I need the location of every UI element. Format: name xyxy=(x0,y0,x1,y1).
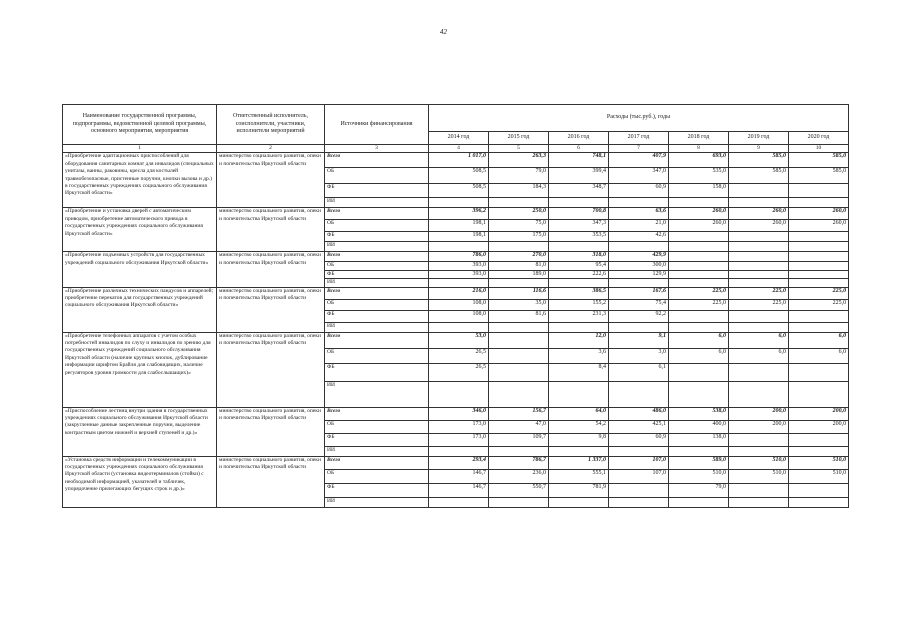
expense-value xyxy=(729,279,789,287)
expense-value: 116,6 xyxy=(489,287,549,299)
page-number: 42 xyxy=(440,28,447,36)
expense-value xyxy=(789,446,849,456)
expense-value: 236,0 xyxy=(489,469,549,483)
expense-value: 748,1 xyxy=(549,153,609,168)
responsible-executor: министерство социального развития, опеки и попечительства Иркутской области xyxy=(217,252,325,287)
activity-name: «Установка средств информации и телекоммуникации в государственных учреждениях социального обслуживания Иркутской области (установка видеотерминалов (стойки) с необходимой информацией, указателей и табличек, упорядочение прилегающих бегущих строк и др.)» xyxy=(63,456,217,507)
funding-source: ФБ xyxy=(325,310,429,322)
expense-value: 64,0 xyxy=(549,407,609,420)
expense-value xyxy=(729,198,789,208)
expense-value: 225,0 xyxy=(669,299,729,310)
expense-value: 510,0 xyxy=(669,469,729,483)
expense-value: 260,0 xyxy=(729,220,789,232)
responsible-executor: министерство социального развития, опеки и попечительства Иркутской области xyxy=(217,208,325,252)
expense-value xyxy=(669,322,729,332)
expense-value xyxy=(729,262,789,270)
funding-source: ОБ xyxy=(325,420,429,433)
column-number: 9 xyxy=(729,145,789,153)
expense-value xyxy=(789,232,849,242)
expense-value xyxy=(489,242,549,252)
expense-value: 347,3 xyxy=(549,220,609,232)
expense-value: 589,0 xyxy=(669,456,729,469)
expense-value: 200,0 xyxy=(729,420,789,433)
responsible-executor: министерство социального развития, опеки и попечительства Иркутской области xyxy=(217,456,325,507)
expense-value xyxy=(789,310,849,322)
expense-value: 81,0 xyxy=(489,262,549,270)
funding-source: ФБ xyxy=(325,270,429,278)
table-row xyxy=(63,407,849,420)
funding-source: ОБ xyxy=(325,220,429,232)
activity-name: «Приобретение и установка дверей с автоматическим приводом, приобретение автоматического привода в государственных учреждениях социального обслуживания Иркутской области» xyxy=(63,208,217,252)
expense-value: 8,4 xyxy=(549,363,609,381)
expense-value xyxy=(429,242,489,252)
expense-value xyxy=(669,279,729,287)
responsible-executor: министерство социального развития, опеки и попечительства Иркутской области xyxy=(217,153,325,208)
expense-value xyxy=(489,322,549,332)
expense-value: 198,1 xyxy=(429,220,489,232)
expense-value xyxy=(609,279,669,287)
expense-value xyxy=(789,252,849,262)
header-year: 2014 год xyxy=(429,132,489,145)
expense-value xyxy=(789,242,849,252)
expense-value xyxy=(789,433,849,446)
expense-value xyxy=(429,497,489,507)
expense-value: 510,0 xyxy=(729,456,789,469)
expense-value xyxy=(429,322,489,332)
expense-value xyxy=(669,242,729,252)
expense-value xyxy=(429,381,489,407)
expense-value: 108,0 xyxy=(429,299,489,310)
funding-source: Всего xyxy=(325,332,429,348)
expense-value: 167,6 xyxy=(609,287,669,299)
expense-value: 225,0 xyxy=(729,299,789,310)
expense-value: 399,4 xyxy=(549,168,609,184)
expense-value: 6,0 xyxy=(669,332,729,348)
expense-value xyxy=(429,279,489,287)
expense-value xyxy=(789,322,849,332)
header-year: 2018 год xyxy=(669,132,729,145)
funding-source: ОБ xyxy=(325,348,429,363)
expense-value: 35,0 xyxy=(489,299,549,310)
expense-value: 781,9 xyxy=(549,483,609,497)
expense-value xyxy=(489,348,549,363)
expense-value: 393,0 xyxy=(429,262,489,270)
expense-value: 75,4 xyxy=(609,299,669,310)
funding-source: ИИ xyxy=(325,322,429,332)
expense-value: 508,5 xyxy=(429,184,489,198)
expense-value: 585,0 xyxy=(729,153,789,168)
table-row xyxy=(63,332,849,348)
expense-value: 107,0 xyxy=(609,456,669,469)
table-row xyxy=(63,208,849,220)
expense-value: 156,7 xyxy=(489,407,549,420)
expense-value: 26,5 xyxy=(429,363,489,381)
expense-value xyxy=(549,242,609,252)
expense-value xyxy=(669,381,729,407)
funding-source: Всего xyxy=(325,287,429,299)
expense-value xyxy=(609,322,669,332)
expense-value xyxy=(789,198,849,208)
expense-value: 53,0 xyxy=(429,332,489,348)
expense-value: 260,0 xyxy=(669,220,729,232)
expense-value: 400,0 xyxy=(669,420,729,433)
budget-table xyxy=(62,104,849,508)
expense-value xyxy=(729,483,789,497)
expense-value: 3,0 xyxy=(609,348,669,363)
expense-value xyxy=(669,262,729,270)
column-number: 7 xyxy=(609,145,669,153)
expense-value: 347,0 xyxy=(609,168,669,184)
expense-value: 260,0 xyxy=(729,208,789,220)
activity-name: «Приспособление лестниц внутри здания в государственных учреждениях социального обслуживания Иркутской области (закругленные данные закрепленные поручни, выделение контрастным цветом нижней и верхней ступеней и др.)» xyxy=(63,407,217,456)
expense-value: 550,7 xyxy=(489,483,549,497)
expense-value: 510,0 xyxy=(729,469,789,483)
expense-value: 6,0 xyxy=(729,332,789,348)
expense-value: 508,5 xyxy=(429,168,489,184)
funding-source: ОБ xyxy=(325,469,429,483)
expense-value: 786,0 xyxy=(429,252,489,262)
expense-value xyxy=(549,198,609,208)
column-number: 8 xyxy=(669,145,729,153)
expense-value: 510,0 xyxy=(789,456,849,469)
expense-value xyxy=(789,363,849,381)
expense-value: 9,8 xyxy=(549,433,609,446)
expense-value: 293,4 xyxy=(429,456,489,469)
expense-value xyxy=(669,310,729,322)
expense-value: 538,0 xyxy=(669,407,729,420)
header-expenses: Расходы (тыс.руб.), годы xyxy=(429,105,849,132)
expense-value: 200,0 xyxy=(729,407,789,420)
expense-value: 173,0 xyxy=(429,433,489,446)
funding-source: ОБ xyxy=(325,299,429,310)
expense-value xyxy=(489,363,549,381)
expense-value xyxy=(729,270,789,278)
expense-value: 585,0 xyxy=(789,168,849,184)
funding-source: ИИ xyxy=(325,381,429,407)
expense-value: 786,7 xyxy=(489,456,549,469)
expense-value xyxy=(729,363,789,381)
expense-value xyxy=(609,381,669,407)
expense-value xyxy=(729,242,789,252)
column-number: 5 xyxy=(489,145,549,153)
expense-value xyxy=(729,433,789,446)
funding-source: ФБ xyxy=(325,184,429,198)
expense-value: 396,2 xyxy=(429,208,489,220)
expense-value: 200,0 xyxy=(789,407,849,420)
expense-value: 225,0 xyxy=(789,287,849,299)
expense-value xyxy=(669,252,729,262)
expense-value xyxy=(729,232,789,242)
expense-value: 175,0 xyxy=(489,232,549,242)
expense-value: 75,0 xyxy=(489,220,549,232)
expense-value: 108,0 xyxy=(429,310,489,322)
funding-source: Всего xyxy=(325,456,429,469)
expense-value xyxy=(669,446,729,456)
expense-value xyxy=(669,270,729,278)
expense-value xyxy=(489,279,549,287)
expense-value: 9,1 xyxy=(609,332,669,348)
funding-source: ФБ xyxy=(325,363,429,381)
expense-value xyxy=(729,322,789,332)
table-row xyxy=(63,456,849,469)
funding-source: Всего xyxy=(325,252,429,262)
expense-value: 225,0 xyxy=(789,299,849,310)
expense-value xyxy=(609,198,669,208)
expense-value xyxy=(549,279,609,287)
funding-source: ИИ xyxy=(325,279,429,287)
expense-value: 60,9 xyxy=(609,433,669,446)
expense-value: 216,0 xyxy=(429,287,489,299)
expense-value: 155,2 xyxy=(549,299,609,310)
column-number: 4 xyxy=(429,145,489,153)
funding-source: ИИ xyxy=(325,497,429,507)
expense-value: 250,0 xyxy=(489,208,549,220)
expense-value xyxy=(669,198,729,208)
expense-value: 407,9 xyxy=(609,153,669,168)
header-source: Источники финансирования xyxy=(325,105,429,145)
expense-value: 79,0 xyxy=(669,483,729,497)
responsible-executor: министерство социального развития, опеки и попечительства Иркутской области xyxy=(217,287,325,332)
header-responsible: Ответственный исполнитель, соисполнители, участники, исполнители мероприятий xyxy=(217,105,325,145)
funding-source: Всего xyxy=(325,208,429,220)
expense-value xyxy=(489,497,549,507)
expense-value: 6,1 xyxy=(609,363,669,381)
expense-value: 263,3 xyxy=(489,153,549,168)
expense-value xyxy=(729,497,789,507)
expense-value: 198,1 xyxy=(429,232,489,242)
expense-value: 353,5 xyxy=(549,232,609,242)
expense-value: 92,2 xyxy=(609,310,669,322)
funding-source: ИИ xyxy=(325,198,429,208)
expense-value: 348,7 xyxy=(549,184,609,198)
expense-value xyxy=(549,446,609,456)
funding-source: ФБ xyxy=(325,433,429,446)
expense-value: 222,6 xyxy=(549,270,609,278)
funding-source: ФБ xyxy=(325,232,429,242)
expense-value: 346,0 xyxy=(429,407,489,420)
expense-value: 81,6 xyxy=(489,310,549,322)
expense-value xyxy=(729,446,789,456)
expense-value: 146,7 xyxy=(429,483,489,497)
expense-value xyxy=(789,497,849,507)
expense-value xyxy=(729,252,789,262)
expense-value: 1 017,0 xyxy=(429,153,489,168)
expense-value: 6,0 xyxy=(729,348,789,363)
expense-value: 200,0 xyxy=(789,420,849,433)
expense-value xyxy=(609,242,669,252)
expense-value xyxy=(489,446,549,456)
expense-value: 535,0 xyxy=(669,168,729,184)
expense-value xyxy=(789,279,849,287)
expense-value: 231,3 xyxy=(549,310,609,322)
expense-value xyxy=(549,497,609,507)
expense-value: 47,0 xyxy=(489,420,549,433)
expense-value xyxy=(549,381,609,407)
expense-value xyxy=(609,483,669,497)
funding-source: ИИ xyxy=(325,446,429,456)
column-number: 1 xyxy=(63,145,217,153)
expense-value: 225,0 xyxy=(729,287,789,299)
expense-value: 393,0 xyxy=(429,270,489,278)
activity-name: «Приобретение различных технических пандусов и аппарелей; приобретение перекатов для государственных учреждений социального обслуживания Иркутской области» xyxy=(63,287,217,332)
activity-name: «Приобретение адаптационных приспособлений для оборудования санитарных комнат для инвалидов (специальных унитазы, ванны, раковины, кресла для костылей травмобезопасные, пристенные поручни, кнопки вызова и др.) в государственных учреждениях социального обслуживания Иркутской области» xyxy=(63,153,217,208)
funding-source: ИИ xyxy=(325,242,429,252)
expense-value xyxy=(549,322,609,332)
header-name: Наименование государственной программы, подпрограммы, ведомственной целевой программы, основного мероприятия, мероприятия xyxy=(63,105,217,145)
expense-value: 555,1 xyxy=(549,469,609,483)
expense-value: 60,9 xyxy=(609,184,669,198)
expense-value: 138,0 xyxy=(669,433,729,446)
expense-value xyxy=(789,270,849,278)
expense-value xyxy=(729,184,789,198)
header-year: 2020 год xyxy=(789,132,849,145)
expense-value xyxy=(789,262,849,270)
expense-value: 6,0 xyxy=(789,348,849,363)
expense-value: 6,0 xyxy=(789,332,849,348)
expense-value: 189,0 xyxy=(489,270,549,278)
expense-value xyxy=(609,446,669,456)
expense-value: 300,0 xyxy=(609,262,669,270)
expense-value: 129,9 xyxy=(609,270,669,278)
responsible-executor: министерство социального развития, опеки и попечительства Иркутской области xyxy=(217,407,325,456)
expense-value xyxy=(789,381,849,407)
column-number: 6 xyxy=(549,145,609,153)
expense-value: 700,8 xyxy=(549,208,609,220)
expense-value: 510,0 xyxy=(789,469,849,483)
column-number: 10 xyxy=(789,145,849,153)
expense-value xyxy=(489,198,549,208)
expense-value: 386,5 xyxy=(549,287,609,299)
expense-value: 3,6 xyxy=(549,348,609,363)
expense-value xyxy=(669,497,729,507)
expense-value xyxy=(429,446,489,456)
expense-value: 12,0 xyxy=(549,332,609,348)
column-number: 2 xyxy=(217,145,325,153)
responsible-executor: министерство социального развития, опеки и попечительства Иркутской области xyxy=(217,332,325,407)
expense-value: 184,3 xyxy=(489,184,549,198)
expense-value xyxy=(729,381,789,407)
expense-value: 260,0 xyxy=(669,208,729,220)
table-row xyxy=(63,287,849,299)
expense-value xyxy=(789,184,849,198)
expense-value: 107,0 xyxy=(609,469,669,483)
header-year: 2019 год xyxy=(729,132,789,145)
expense-value: 260,0 xyxy=(789,220,849,232)
expense-value: 425,1 xyxy=(609,420,669,433)
funding-source: Всего xyxy=(325,153,429,168)
header-year: 2015 год xyxy=(489,132,549,145)
expense-value: 585,0 xyxy=(789,153,849,168)
expense-value: 54,2 xyxy=(549,420,609,433)
expense-value xyxy=(669,363,729,381)
expense-value xyxy=(489,332,549,348)
expense-value: 486,0 xyxy=(609,407,669,420)
expense-value: 79,0 xyxy=(489,168,549,184)
expense-value: 225,0 xyxy=(669,287,729,299)
header-year: 2017 год xyxy=(609,132,669,145)
expense-value xyxy=(669,232,729,242)
expense-value: 26,5 xyxy=(429,348,489,363)
expense-value: 585,0 xyxy=(729,168,789,184)
expense-value: 109,7 xyxy=(489,433,549,446)
expense-value xyxy=(429,198,489,208)
expense-value: 693,0 xyxy=(669,153,729,168)
funding-source: Всего xyxy=(325,407,429,420)
funding-source: ОБ xyxy=(325,262,429,270)
column-number: 3 xyxy=(325,145,429,153)
expense-value: 318,0 xyxy=(549,252,609,262)
expense-value xyxy=(789,483,849,497)
header-year: 2016 год xyxy=(549,132,609,145)
expense-value: 1 337,0 xyxy=(549,456,609,469)
expense-value xyxy=(729,310,789,322)
activity-name: «Приобретение подъемных устройств для государственных учреждений социального обслуживания Иркутской области» xyxy=(63,252,217,287)
table-row xyxy=(63,153,849,168)
expense-value: 95,4 xyxy=(549,262,609,270)
expense-value xyxy=(609,497,669,507)
expense-value: 146,7 xyxy=(429,469,489,483)
table-row xyxy=(63,252,849,262)
expense-value: 42,6 xyxy=(609,232,669,242)
expense-value: 173,0 xyxy=(429,420,489,433)
expense-value: 63,6 xyxy=(609,208,669,220)
expense-value: 158,0 xyxy=(669,184,729,198)
expense-value: 260,0 xyxy=(789,208,849,220)
expense-value: 270,0 xyxy=(489,252,549,262)
funding-source: ФБ xyxy=(325,483,429,497)
expense-value: 21,0 xyxy=(609,220,669,232)
expense-value: 6,0 xyxy=(669,348,729,363)
expense-value: 429,9 xyxy=(609,252,669,262)
activity-name: «Приобретение телефонных аппаратов с учетом особых потребностей инвалидов по слуху и инвалидов по зрению для государственных учреждений социального обслуживания Иркутской области (наличие крупных кнопок, дублирование информации шрифтом Брайля для слабовидящих, наличие регуляторов уровня громкости для слабослышащих)» xyxy=(63,332,217,407)
expense-value xyxy=(489,381,549,407)
funding-source: ОБ xyxy=(325,168,429,184)
